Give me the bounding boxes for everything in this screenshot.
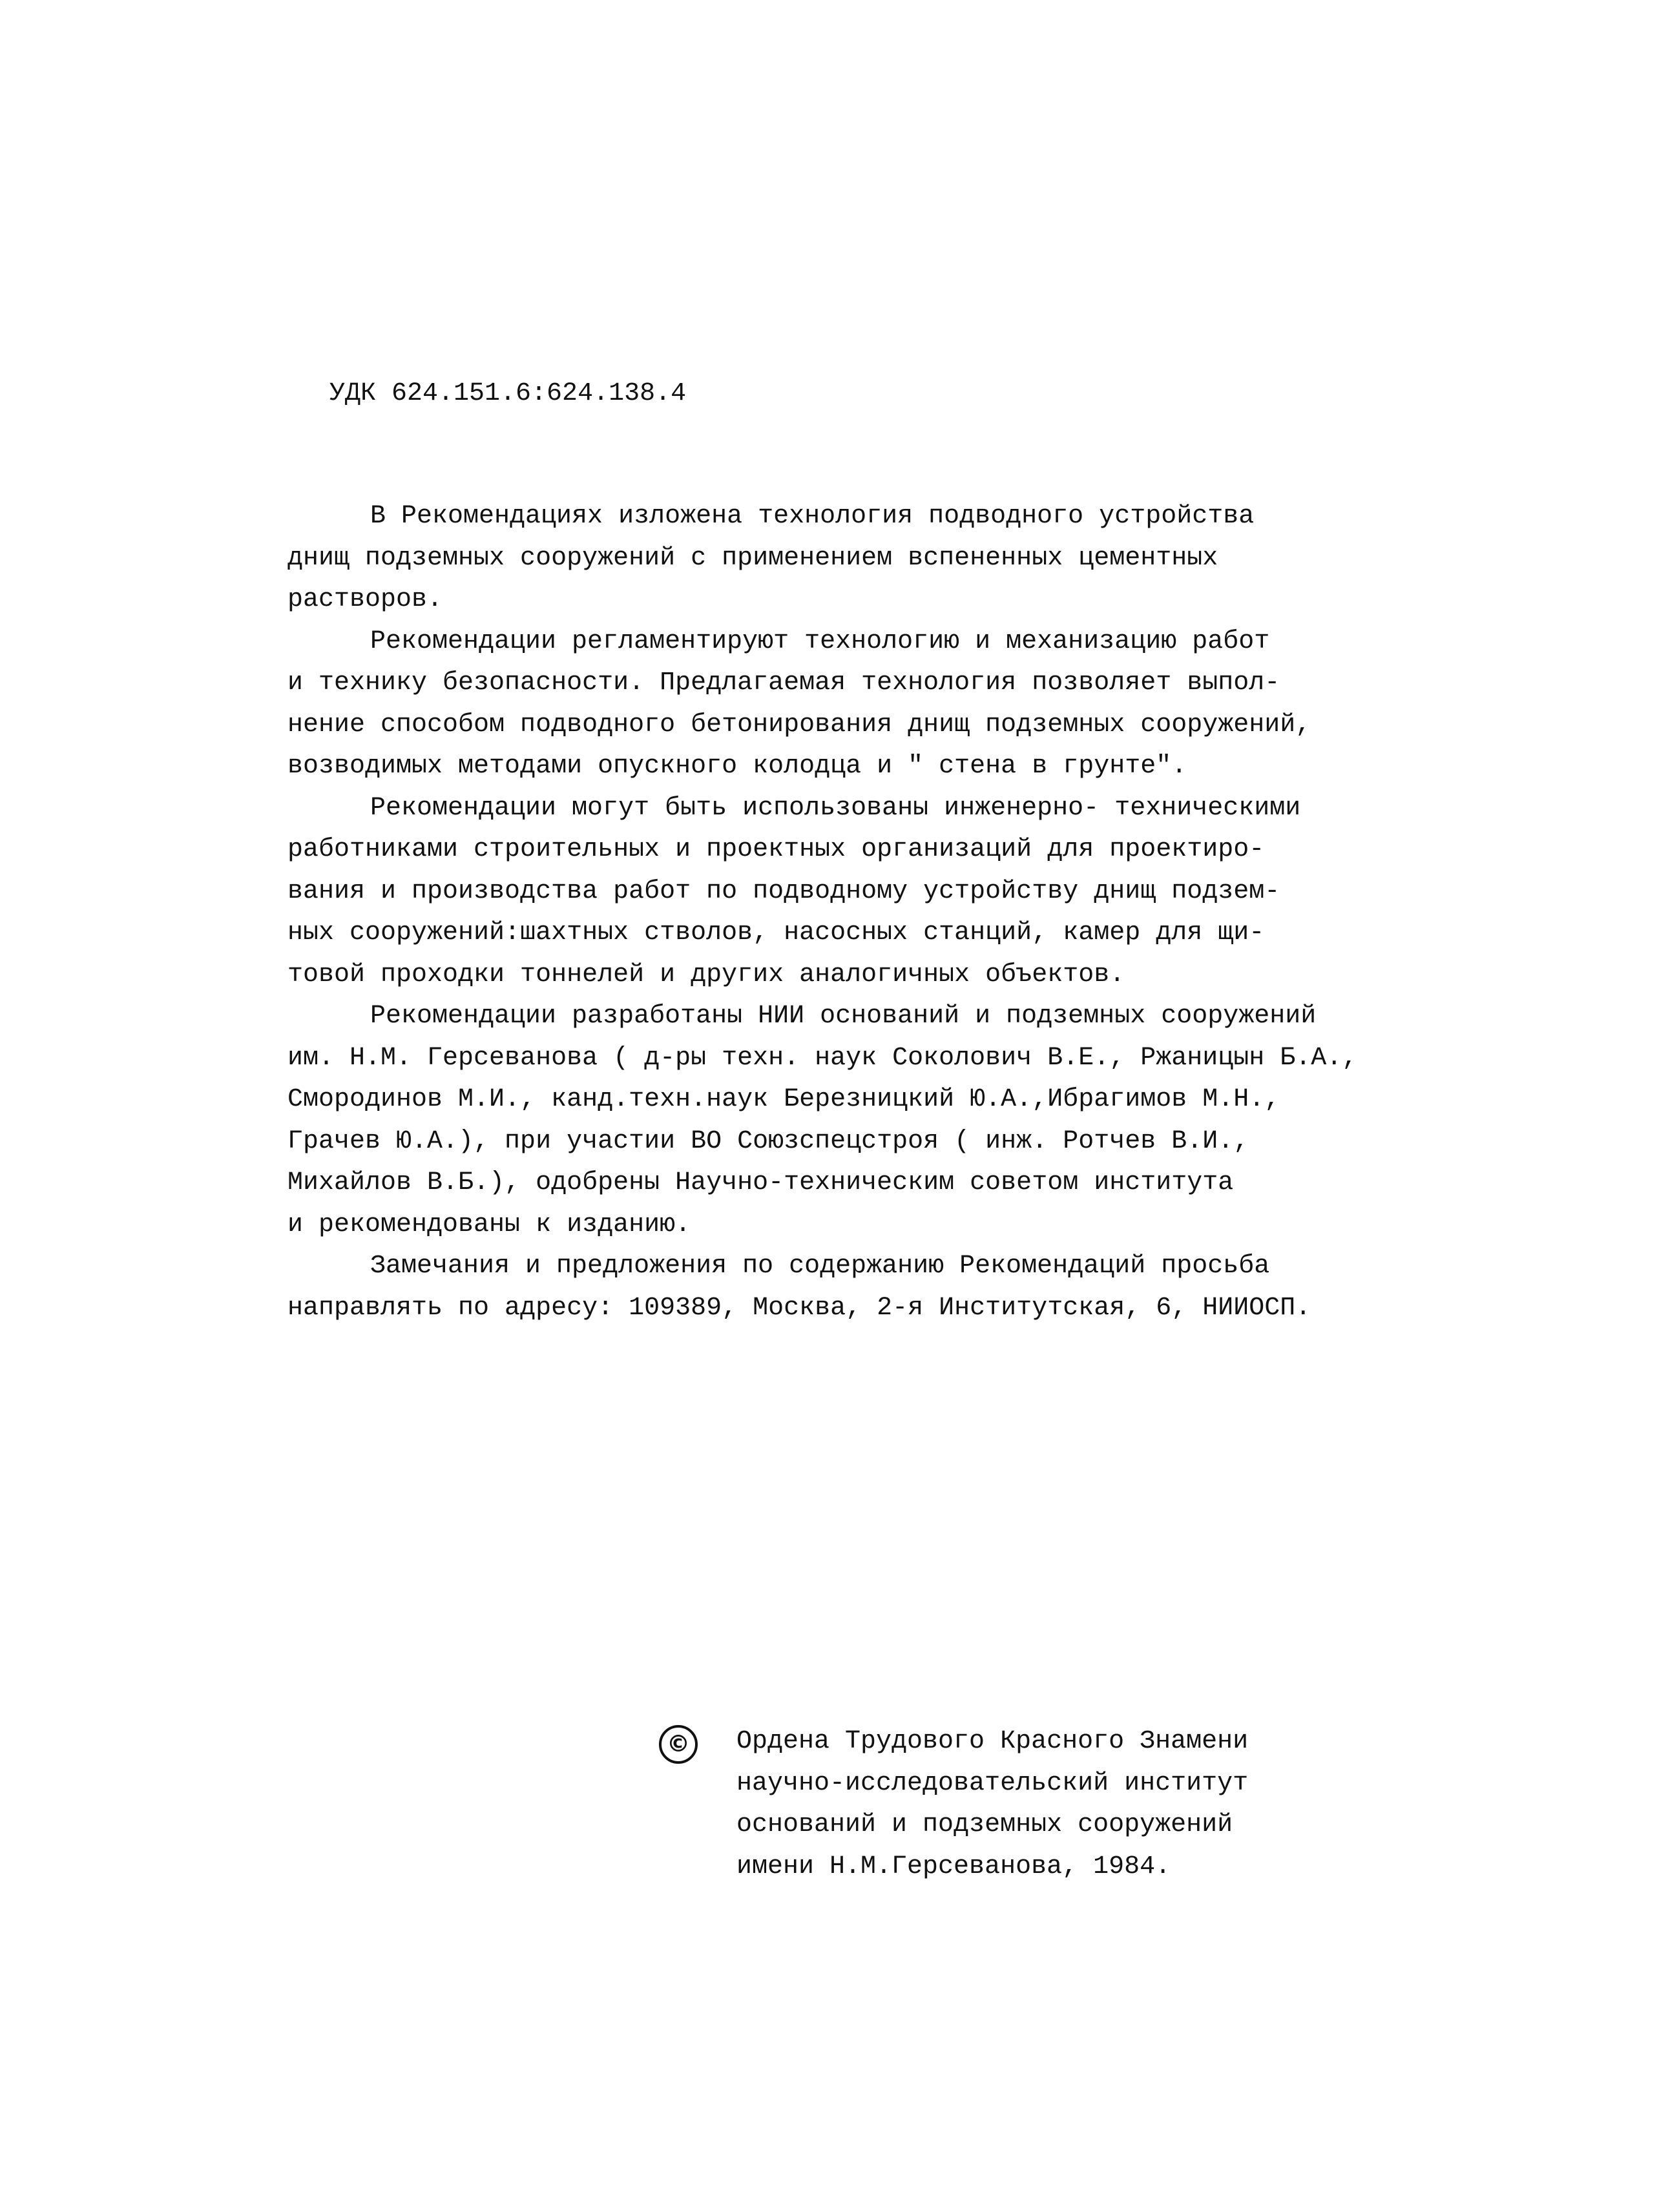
text-line: им. Н.М. Герсеванова ( д-ры техн. наук Соколович В.Е., Ржаницын Б.А., bbox=[287, 1043, 1358, 1073]
document-body bbox=[287, 496, 1424, 1329]
copyright-icon: © bbox=[659, 1725, 698, 1764]
paragraph-contact bbox=[287, 1246, 1424, 1329]
text-line: ных сооружений:шахтных стволов, насосных станций, камер для щи- bbox=[287, 918, 1265, 947]
copyright-text bbox=[736, 1721, 1248, 1888]
text-line: направлять по адресу: 109389, Москва, 2-я Институтская, 6, НИИОСП. bbox=[287, 1293, 1311, 1323]
text-line: нение способом подводного бетонирования днищ подземных сооружений, bbox=[287, 710, 1311, 739]
text-line: и рекомендованы к изданию. bbox=[287, 1210, 691, 1239]
paragraph-authors bbox=[287, 996, 1424, 1246]
text-line: В Рекомендациях изложена технология подводного устройства bbox=[370, 502, 1255, 531]
text-line: Рекомендации регламентируют технологию и механизацию работ bbox=[370, 626, 1270, 656]
text-line: товой проходки тоннелей и других аналогичных объектов. bbox=[287, 960, 1125, 989]
text-line: Рекомендации могут быть использованы инженерно- техническими bbox=[370, 793, 1301, 823]
text-line: растворов. bbox=[287, 585, 443, 614]
copyright-line: имени Н.М.Герсеванова, 1984. bbox=[736, 1852, 1171, 1881]
udk-code: УДК 624.151.6:624.138.4 bbox=[329, 379, 687, 408]
text-line: Рекомендации разработаны НИИ оснований и подземных сооружений bbox=[370, 1002, 1317, 1031]
copyright-line: научно-исследовательский институт bbox=[736, 1768, 1249, 1798]
text-line: работниками строительных и проектных организаций для проектиро- bbox=[287, 835, 1265, 864]
text-line: днищ подземных сооружений с применением вспененных цементных bbox=[287, 543, 1218, 573]
text-line: и технику безопасности. Предлагаемая технология позволяет выпол- bbox=[287, 668, 1280, 698]
copyright-line: Ордена Трудового Красного Знамени bbox=[736, 1727, 1249, 1756]
copyright-line: оснований и подземных сооружений bbox=[736, 1810, 1233, 1839]
paragraph-scope bbox=[287, 621, 1424, 788]
text-line: Грачев Ю.А.), при участии ВО Союзспецстроя ( инж. Ротчев В.И., bbox=[287, 1126, 1249, 1156]
text-line: вания и производства работ по подводному устройству днищ подзем- bbox=[287, 876, 1280, 906]
text-line: возводимых методами опускного колодца и " стена в грунте". bbox=[287, 752, 1187, 781]
paragraph-summary bbox=[287, 496, 1424, 621]
text-line: Михайлов В.Б.), одобрены Научно-техническим советом института bbox=[287, 1168, 1234, 1197]
text-line: Смородинов М.И., канд.техн.наук Березницкий Ю.А.,Ибрагимов М.Н., bbox=[287, 1085, 1280, 1114]
text-line: Замечания и предложения по содержанию Рекомендаций просьба bbox=[370, 1252, 1270, 1281]
copyright-notice bbox=[659, 1721, 1370, 1954]
paragraph-audience bbox=[287, 788, 1424, 997]
